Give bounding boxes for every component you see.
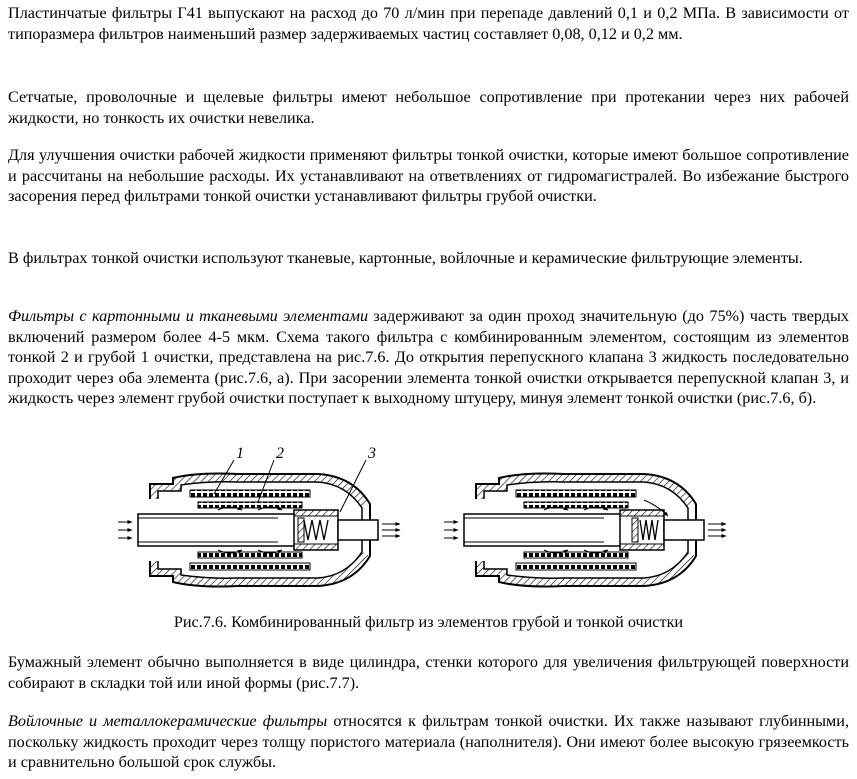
paragraph-paper-element: Бумажный элемент обычно выполняется в виде цилиндра, стенки которого для увеличения фильтрующей поверхности собирают в складки той или иной формы (рис.7.7).: [8, 653, 849, 692]
paragraph-felt-text: относятся к фильтрам тонкой очистки. Их также называют глубинными, поскольку жидкость проходит через толщу пористого материала (наполнителя). Они имеют более высокую грязеемкость и сравнительно большой срок службы.: [8, 712, 849, 771]
paragraph-felt-filters: [8, 711, 849, 773]
paragraph-fine-filters: Для улучшения очистки рабочей жидкости применяют фильтры тонкой очистки, которые имеют большое сопротивление и рассчитаны на небольшие расходы. Их устанавливают на ответвлениях от гидромагистралей. Во избежание быстрого засорения перед фильтрами тонкой очистки устанавливают фильтры грубой очистки.: [8, 146, 849, 205]
filter-diagram-a: [118, 445, 400, 587]
label-1: 1: [236, 445, 244, 462]
paragraph-filter-elements: В фильтрах тонкой очистки используют тканевые, картонные, войлочные и керамические фильтрующие элементы.: [8, 249, 803, 267]
paragraph-mesh-filters: Сетчатые, проволочные и щелевые фильтры имеют небольшое сопротивление при протекании через них рабочей жидкости, но тонкость их очистки невелика.: [8, 88, 849, 127]
paragraph-cardboard-filters: [8, 306, 849, 409]
italic-term-felt: Войлочные и металлокерамические фильтры: [8, 712, 328, 730]
paragraph-plate-filters: Пластинчатые фильтры Г41 выпускают на расход до 70 л/мин при перепаде давлений 0,1 и 0,2 МПа. В зависимости от типоразмера фильтров наименьший размер задерживаемых частиц составляет 0,08, 0,12 и 0,2 мм.: [8, 4, 849, 43]
label-2: 2: [276, 445, 284, 462]
combined-filter-figure: [118, 444, 740, 612]
label-3: 3: [368, 445, 376, 462]
filter-diagram-b: [444, 474, 726, 587]
italic-term-cardboard: Фильтры с картонными и тканевыми элементами: [8, 307, 369, 325]
paragraph-cardboard-text: задерживают за один проход значительную (до 75%) часть твердых включений размером более 4-5 мкм. Схема такого фильтра с комбинированным элементом, состоящим из элементов тонкой 2 и грубой 1 очистки, представлена на рис.7.6. До открытия перепускного клапана 3 жидкость последовательно проходит через оба элемента (рис.7.6, а). При засорении элемента тонкой очистки открывается перепускной клапан 3, и жидкость через элемент грубой очистки поступает к выходному штуцеру, минуя элемент тонкой очистки (рис.7.6, б).: [8, 307, 850, 407]
figure-caption: Рис.7.6. Комбинированный фильтр из элементов грубой и тонкой очистки: [173, 613, 684, 631]
